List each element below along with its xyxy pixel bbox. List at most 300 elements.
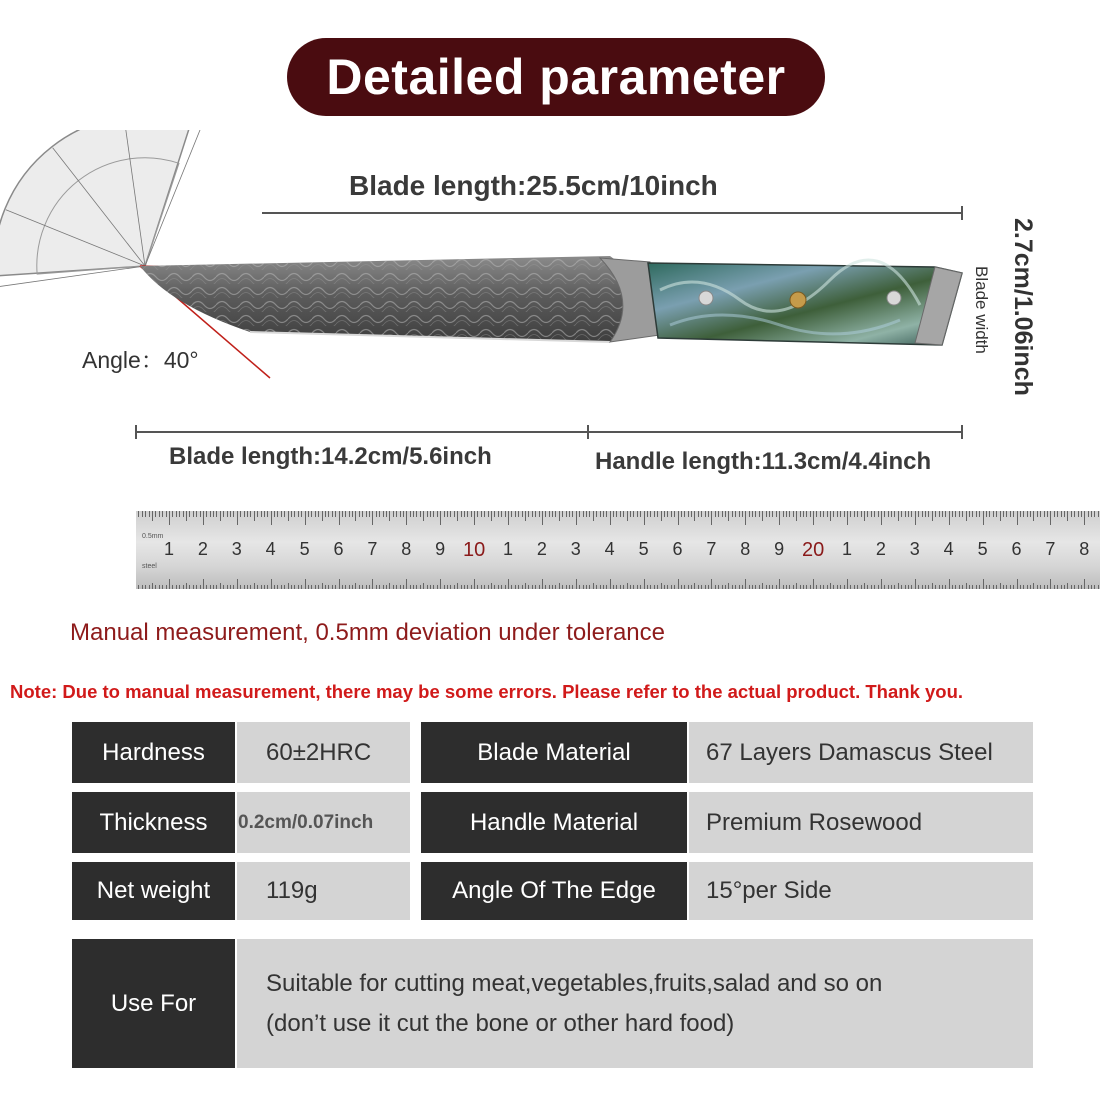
ruler-tick xyxy=(484,511,485,517)
ruler-tick xyxy=(271,579,272,589)
ruler-tick xyxy=(196,511,197,517)
ruler-tick xyxy=(528,585,529,589)
ruler-tick xyxy=(735,511,736,517)
ruler-tick xyxy=(633,585,634,589)
ruler-tick xyxy=(433,511,434,517)
ruler-tick xyxy=(1047,511,1048,517)
ruler-tick xyxy=(264,511,265,517)
ruler-tick xyxy=(911,511,912,517)
ruler-tick xyxy=(952,585,953,589)
ruler-tick xyxy=(416,511,417,517)
ruler-tick xyxy=(979,585,980,589)
ruler-tick xyxy=(477,511,478,517)
ruler-tick xyxy=(1050,579,1051,589)
ruler-tick xyxy=(308,585,309,589)
ruler-tick xyxy=(379,511,380,517)
ruler-tick xyxy=(1064,511,1065,517)
ruler-tick xyxy=(844,511,845,517)
ruler-tick xyxy=(705,511,706,517)
ruler-tick xyxy=(881,511,882,525)
ruler-tick xyxy=(355,583,356,589)
ruler-tick xyxy=(681,511,682,517)
ruler-tick xyxy=(379,585,380,589)
ruler-tick xyxy=(393,585,394,589)
ruler-number: 2 xyxy=(197,539,208,559)
ruler-tick xyxy=(481,585,482,589)
ruler-tick xyxy=(230,511,231,517)
hardness-value: 60±2HRC xyxy=(237,722,410,783)
ruler-tick xyxy=(935,585,936,589)
ruler-tick xyxy=(816,511,817,517)
ruler-tick xyxy=(579,511,580,517)
ruler-tick xyxy=(342,585,343,589)
ruler-number: 5 xyxy=(638,539,649,559)
ruler-tick xyxy=(1037,511,1038,517)
ruler-tick xyxy=(589,511,590,517)
ruler-tick xyxy=(586,511,587,517)
ruler-tick xyxy=(796,583,797,589)
ruler-tick xyxy=(830,511,831,521)
ruler-tick xyxy=(637,511,638,517)
ruler-tick xyxy=(444,585,445,589)
ruler-tick xyxy=(844,585,845,589)
ruler-tick xyxy=(362,585,363,589)
ruler-tick xyxy=(1071,585,1072,589)
ruler-tick xyxy=(881,579,882,589)
ruler-tick xyxy=(867,511,868,517)
ruler-tick xyxy=(915,579,916,589)
ruler-tick xyxy=(305,579,306,589)
ruler-tick xyxy=(718,585,719,589)
ruler-tick xyxy=(600,511,601,517)
ruler-tick xyxy=(172,511,173,517)
net-weight-label: Net weight xyxy=(72,862,235,920)
ruler-tick xyxy=(864,511,865,521)
ruler-tick xyxy=(389,511,390,521)
ruler-tick xyxy=(566,585,567,589)
ruler-tick xyxy=(820,511,821,517)
ruler-tick xyxy=(874,511,875,517)
ruler-tick xyxy=(230,585,231,589)
ruler-tick xyxy=(166,585,167,589)
ruler-tick xyxy=(972,511,973,517)
ruler-tick xyxy=(603,585,604,589)
ruler-tick xyxy=(759,585,760,589)
ruler-tick xyxy=(315,585,316,589)
ruler-tick xyxy=(593,583,594,589)
ruler-tick xyxy=(1064,585,1065,589)
ruler-tick xyxy=(284,511,285,517)
ruler-tick xyxy=(806,585,807,589)
ruler-tick xyxy=(539,585,540,589)
ruler-tick xyxy=(932,511,933,521)
ruler-tick xyxy=(576,579,577,589)
ruler-tick xyxy=(589,585,590,589)
ruler-tick xyxy=(294,585,295,589)
ruler-tick xyxy=(942,511,943,517)
ruler-tick xyxy=(1078,511,1079,517)
ruler-tick xyxy=(400,585,401,589)
ruler-tick xyxy=(769,511,770,517)
ruler-tick xyxy=(474,579,475,589)
ruler-tick xyxy=(894,511,895,517)
ruler-tick xyxy=(288,583,289,589)
ruler-tick xyxy=(1027,511,1028,517)
ruler-tick xyxy=(257,511,258,517)
ruler-tick xyxy=(369,585,370,589)
ruler-number: 4 xyxy=(265,539,276,559)
ruler-tick xyxy=(1040,511,1041,517)
ruler-tick xyxy=(332,511,333,517)
ruler-small-top: 0.5mm xyxy=(142,533,164,540)
ruler-tick xyxy=(694,511,695,521)
ruler-tick xyxy=(145,511,146,517)
ruler-tick xyxy=(250,585,251,589)
ruler-tick xyxy=(203,579,204,589)
ruler-tick xyxy=(864,583,865,589)
ruler-tick xyxy=(735,585,736,589)
ruler-tick xyxy=(352,585,353,589)
ruler-tick xyxy=(532,585,533,589)
ruler-tick xyxy=(274,585,275,589)
ruler-tick xyxy=(708,511,709,517)
ruler-tick xyxy=(993,585,994,589)
ruler-tick xyxy=(813,579,814,589)
ruler-tick xyxy=(149,585,150,589)
ruler-tick xyxy=(583,511,584,517)
ruler-tick xyxy=(901,511,902,517)
ruler-tick xyxy=(471,585,472,589)
ruler-tick xyxy=(657,585,658,589)
ruler-tick xyxy=(203,511,204,525)
ruler-tick xyxy=(305,511,306,525)
ruler-tick xyxy=(233,511,234,517)
ruler-tick xyxy=(572,511,573,517)
handle-length-label: Handle length:11.3cm/4.4inch xyxy=(595,448,932,475)
ruler-tick xyxy=(1094,585,1095,589)
ruler-tick xyxy=(471,511,472,517)
thickness-label: Thickness xyxy=(72,792,235,853)
ruler-tick xyxy=(562,585,563,589)
ruler-tick xyxy=(884,585,885,589)
ruler-tick xyxy=(955,511,956,517)
ruler-tick xyxy=(1006,585,1007,589)
edge-angle-label: Angle Of The Edge xyxy=(421,862,687,920)
ruler-tick xyxy=(1013,585,1014,589)
ruler-tick xyxy=(962,585,963,589)
ruler-tick xyxy=(752,585,753,589)
ruler-tick xyxy=(620,585,621,589)
ruler-tick xyxy=(410,511,411,517)
ruler-tick xyxy=(871,585,872,589)
lower-tick-mid xyxy=(587,425,589,439)
ruler-tick xyxy=(386,585,387,589)
ruler-number: 1 xyxy=(841,539,853,559)
blade-length-label: Blade length:14.2cm/5.6inch xyxy=(169,443,492,470)
ruler-tick xyxy=(640,511,641,517)
ruler-tick xyxy=(1067,511,1068,521)
ruler-tick xyxy=(823,585,824,589)
ruler-tick xyxy=(318,585,319,589)
ruler-tick xyxy=(711,511,712,525)
ruler-tick xyxy=(464,585,465,589)
ruler-tick xyxy=(905,585,906,589)
ruler-tick xyxy=(189,511,190,517)
ruler-tick xyxy=(630,511,631,517)
ruler-tick xyxy=(227,585,228,589)
ruler-tick xyxy=(149,511,150,517)
ruler-tick xyxy=(383,585,384,589)
ruler-tick xyxy=(1098,511,1099,517)
ruler-small-bottom: steel xyxy=(142,563,157,570)
ruler-tick xyxy=(430,511,431,517)
ruler-tick xyxy=(1033,511,1034,521)
ruler-tick xyxy=(440,511,441,525)
ruler-tick xyxy=(759,511,760,517)
ruler-tick xyxy=(261,585,262,589)
manual-measurement-note: Manual measurement, 0.5mm deviation under tolerance xyxy=(70,619,665,646)
ruler-tick xyxy=(928,511,929,517)
ruler-tick xyxy=(176,511,177,517)
ruler-tick xyxy=(481,511,482,517)
lower-tick-right xyxy=(961,425,963,439)
ruler-tick xyxy=(745,511,746,525)
ruler-tick xyxy=(515,585,516,589)
ruler-tick xyxy=(783,585,784,589)
ruler-tick xyxy=(420,511,421,517)
ruler-tick xyxy=(335,585,336,589)
ruler-tick xyxy=(996,511,997,517)
ruler-tick xyxy=(603,511,604,517)
ruler-tick xyxy=(159,511,160,517)
ruler-tick xyxy=(674,511,675,517)
ruler-tick xyxy=(467,585,468,589)
ruler-number: 8 xyxy=(401,539,412,559)
ruler-tick xyxy=(206,511,207,517)
blade-height-label: 2.7cm/1.06inch xyxy=(1009,218,1037,396)
use-for-line-1: Suitable for cutting meat,vegetables,fruits,salad and so on xyxy=(266,969,883,997)
ruler-tick xyxy=(894,585,895,589)
ruler-tick xyxy=(657,511,658,517)
ruler-tick xyxy=(816,585,817,589)
ruler-tick xyxy=(820,585,821,589)
ruler-number: 8 xyxy=(1079,539,1090,559)
ruler-tick xyxy=(328,585,329,589)
ruler-tick xyxy=(871,511,872,517)
ruler-number: 6 xyxy=(1011,539,1022,559)
ruler-tick xyxy=(525,583,526,589)
ruler-tick xyxy=(1027,585,1028,589)
ruler-tick xyxy=(803,511,804,517)
ruler-tick xyxy=(325,511,326,517)
ruler-tick xyxy=(728,583,729,589)
handle-material-value: Premium Rosewood xyxy=(689,792,1033,853)
ruler-tick xyxy=(986,585,987,589)
ruler-tick xyxy=(505,511,506,517)
ruler-number: 3 xyxy=(570,539,581,559)
ruler-tick xyxy=(827,511,828,517)
ruler-tick xyxy=(878,585,879,589)
ruler-tick xyxy=(600,585,601,589)
ruler-tick xyxy=(688,585,689,589)
ruler-tick xyxy=(1054,511,1055,517)
ruler-tick xyxy=(176,585,177,589)
ruler-tick xyxy=(986,511,987,517)
ruler-tick xyxy=(718,511,719,517)
ruler-tick xyxy=(1078,585,1079,589)
ruler-tick xyxy=(664,585,665,589)
ruler-tick xyxy=(155,511,156,517)
lower-dimension-line xyxy=(136,431,962,433)
ruler-tick xyxy=(962,511,963,517)
ruler-tick xyxy=(674,585,675,589)
ruler-tick xyxy=(501,585,502,589)
ruler-tick xyxy=(749,585,750,589)
ruler-tick xyxy=(400,511,401,517)
ruler-tick xyxy=(1044,585,1045,589)
ruler-tick xyxy=(969,585,970,589)
ruler-tick xyxy=(169,511,170,525)
ruler-tick xyxy=(284,585,285,589)
ruler-tick xyxy=(888,511,889,517)
ruler-tick xyxy=(369,511,370,517)
ruler-tick xyxy=(396,585,397,589)
ruler-tick xyxy=(155,585,156,589)
ruler-tick xyxy=(420,585,421,589)
ruler-tick xyxy=(162,511,163,517)
ruler-tick xyxy=(145,585,146,589)
ruler-tick xyxy=(867,585,868,589)
ruler-tick xyxy=(837,585,838,589)
ruler-tick xyxy=(223,511,224,517)
ruler-tick xyxy=(847,579,848,589)
ruler-tick xyxy=(732,511,733,517)
ruler-tick xyxy=(966,511,967,521)
ruler-tick xyxy=(257,585,258,589)
ruler-tick xyxy=(193,585,194,589)
ruler-tick xyxy=(1020,585,1021,589)
ruler-tick xyxy=(918,585,919,589)
ruler-tick xyxy=(267,585,268,589)
ruler-tick xyxy=(474,511,475,525)
ruler-tick xyxy=(549,511,550,517)
ruler-tick xyxy=(949,511,950,525)
ruler-tick xyxy=(800,585,801,589)
ruler-tick xyxy=(779,511,780,525)
ruler-tick xyxy=(766,511,767,517)
ruler-tick xyxy=(664,511,665,517)
ruler-tick xyxy=(1006,511,1007,517)
ruler-tick xyxy=(189,585,190,589)
ruler-tick xyxy=(576,511,577,525)
ruler-tick xyxy=(342,511,343,517)
ruler-tick xyxy=(1013,511,1014,517)
ruler-tick xyxy=(850,585,851,589)
ruler-tick xyxy=(569,585,570,589)
ruler-tick xyxy=(372,579,373,589)
ruler-tick xyxy=(210,511,211,517)
ruler-tick xyxy=(1040,585,1041,589)
ruler-tick xyxy=(542,511,543,525)
ruler-tick xyxy=(762,511,763,521)
ruler-tick xyxy=(1084,511,1085,525)
ruler-tick xyxy=(1074,511,1075,517)
ruler-tick xyxy=(477,585,478,589)
ruler-tick xyxy=(922,585,923,589)
ruler-tick xyxy=(813,511,814,525)
ruler-number: 3 xyxy=(231,539,242,559)
ruler-tick xyxy=(559,583,560,589)
ruler-tick xyxy=(555,511,556,517)
ruler-tick xyxy=(423,511,424,521)
ruler-tick xyxy=(596,511,597,517)
ruler-tick xyxy=(352,511,353,517)
handle-material-label: Handle Material xyxy=(421,792,687,853)
ruler-tick xyxy=(850,511,851,517)
page-title: Detailed parameter xyxy=(326,49,786,105)
ruler-tick xyxy=(1010,585,1011,589)
ruler-tick xyxy=(1067,583,1068,589)
ruler-tick xyxy=(267,511,268,517)
ruler-tick xyxy=(522,511,523,517)
ruler-tick xyxy=(488,585,489,589)
ruler-tick xyxy=(874,585,875,589)
ruler-tick xyxy=(837,511,838,517)
ruler-tick xyxy=(545,511,546,517)
ruler-tick xyxy=(911,585,912,589)
ruler-tick xyxy=(972,585,973,589)
ruler-tick xyxy=(518,585,519,589)
ruler-tick xyxy=(552,511,553,517)
use-for-value xyxy=(237,939,1033,1068)
ruler-tick xyxy=(200,511,201,517)
ruler-tick xyxy=(559,511,560,521)
ruler-tick xyxy=(684,511,685,517)
ruler-tick xyxy=(955,585,956,589)
ruler-tick xyxy=(216,585,217,589)
ruler-tick xyxy=(755,585,756,589)
ruler-tick xyxy=(1081,511,1082,517)
ruler-tick xyxy=(447,511,448,517)
ruler-tick xyxy=(179,585,180,589)
ruler-tick xyxy=(861,585,862,589)
ruler-tick xyxy=(945,585,946,589)
ruler-tick xyxy=(698,511,699,517)
ruler-tick xyxy=(966,583,967,589)
use-for-line-2: (don’t use it cut the bone or other hard food) xyxy=(266,1009,735,1037)
ruler-tick xyxy=(681,585,682,589)
ruler-tick xyxy=(752,511,753,517)
net-weight-value: 119g xyxy=(237,862,410,920)
ruler-tick xyxy=(213,511,214,517)
ruler-number: 7 xyxy=(706,539,717,559)
ruler-tick xyxy=(366,585,367,589)
ruler-tick xyxy=(539,511,540,517)
ruler-tick xyxy=(979,511,980,517)
ruler-tick xyxy=(484,585,485,589)
ruler-tick xyxy=(301,511,302,517)
ruler-tick xyxy=(857,585,858,589)
ruler-tick xyxy=(891,585,892,589)
ruler-tick xyxy=(410,585,411,589)
ruler-tick xyxy=(627,511,628,521)
ruler-tick xyxy=(1020,511,1021,517)
ruler-tick xyxy=(525,511,526,521)
ruler-tick xyxy=(555,585,556,589)
ruler-tick xyxy=(637,585,638,589)
ruler-tick xyxy=(359,585,360,589)
ruler-tick xyxy=(833,585,834,589)
